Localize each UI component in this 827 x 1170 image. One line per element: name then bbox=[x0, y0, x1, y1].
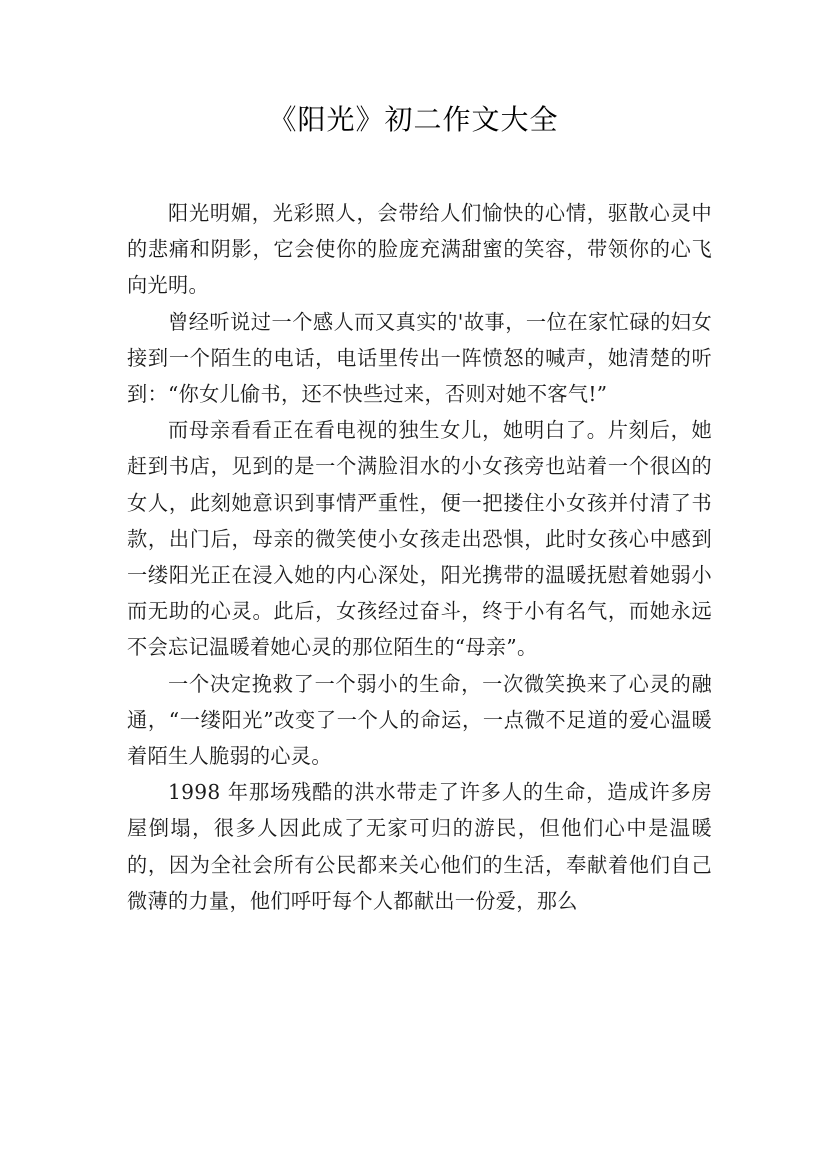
essay-body bbox=[127, 195, 712, 919]
page-title: 《阳光》初二作文大全 bbox=[268, 103, 559, 136]
paragraph: 而母亲看看正在看电视的独生女儿，她明白了。片刻后，她赶到书店，见到的是一个满脸泪水的小女孩旁也站着一个很凶的女人，此刻她意识到事情严重性，便一把搂住小女孩并付清了书款，出门后，母亲的微笑使小女孩走出恐惧，此时女孩心中感到一缕阳光正在浸入她的内心深处，阳光携带的温暖抚慰着她弱小而无助的心灵。此后，女孩经过奋斗，终于小有名气，而她永远不会忘记温暖着她心灵的那位陌生的“母亲”。 bbox=[127, 418, 712, 660]
paragraph: 曾经听说过一个感人而又真实的'故事，一位在家忙碌的妇女接到一个陌生的电话，电话里传出一阵愤怒的喊声，她清楚的听到：“你女儿偷书，还不快些过来，否则对她不客气!” bbox=[127, 309, 712, 407]
paragraph: 阳光明媚，光彩照人，会带给人们愉快的心情，驱散心灵中的悲痛和阴影，它会使你的脸庞充满甜蜜的笑容，带领你的心飞向光明。 bbox=[127, 201, 712, 298]
paragraph: 一个决定挽救了一个弱小的生命，一次微笑换来了心灵的融通，“一缕阳光”改变了一个人的命运，一点微不足道的爱心温暖着陌生人脆弱的心灵。 bbox=[127, 671, 712, 769]
paragraph: 1998 年那场残酷的洪水带走了许多人的生命，造成许多房屋倒塌，很多人因此成了无家可归的游民，但他们心中是温暖的，因为全社会所有公民都来关心他们的生活，奉献着他们自己微薄的力量，他们呼吁每个人都献出一份爱，那么 bbox=[127, 780, 712, 913]
